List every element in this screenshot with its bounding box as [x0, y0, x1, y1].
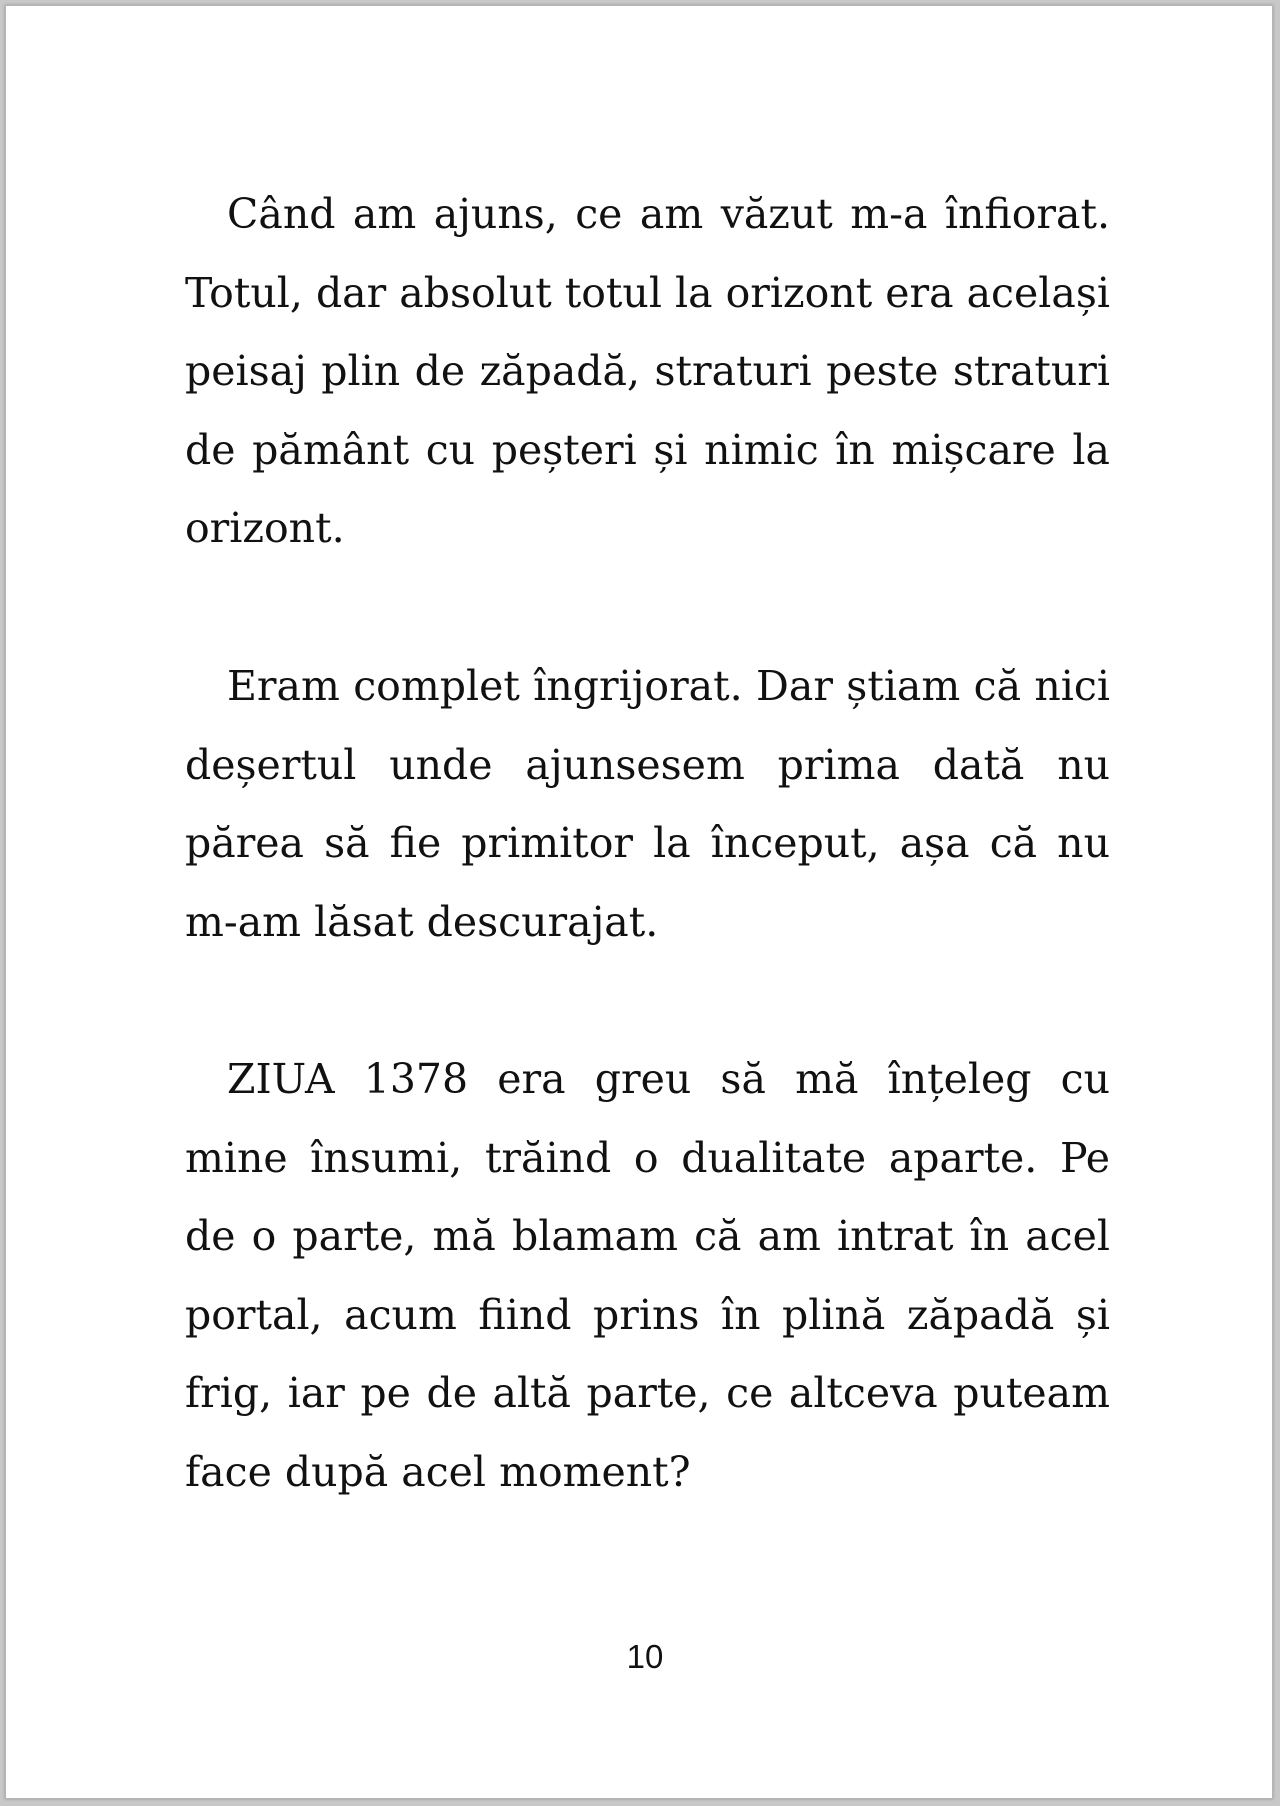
paragraph-2: Eram complet îngrijorat. Dar știam că nici deșertul unde ajunsesem prima dată nu părea să fie primitor la început, așa că nu m-am lăsat descurajat. [185, 662, 1110, 946]
paragraph-block [185, 647, 1110, 961]
book-page [5, 5, 1273, 1799]
paragraph-1: Când am ajuns, ce am văzut m-a înfiorat. Totul, dar absolut totul la orizont era același peisaj plin de zăpadă, straturi peste straturi de pământ cu peșteri și nimic în mișcare la orizont. [185, 190, 1110, 553]
paragraph-block [185, 1040, 1110, 1512]
paragraph-block [185, 175, 1110, 568]
page-number: 10 [626, 1638, 664, 1675]
paragraph-3: ZIUA 1378 era greu să mă înțeleg cu mine însumi, trăind o dualitate aparte. Pe de o parte, mă blamam că am intrat în acel portal, acum fiind prins în plină zăpadă și frig, iar pe de altă parte, ce altceva puteam face după acel moment? [185, 1055, 1110, 1496]
